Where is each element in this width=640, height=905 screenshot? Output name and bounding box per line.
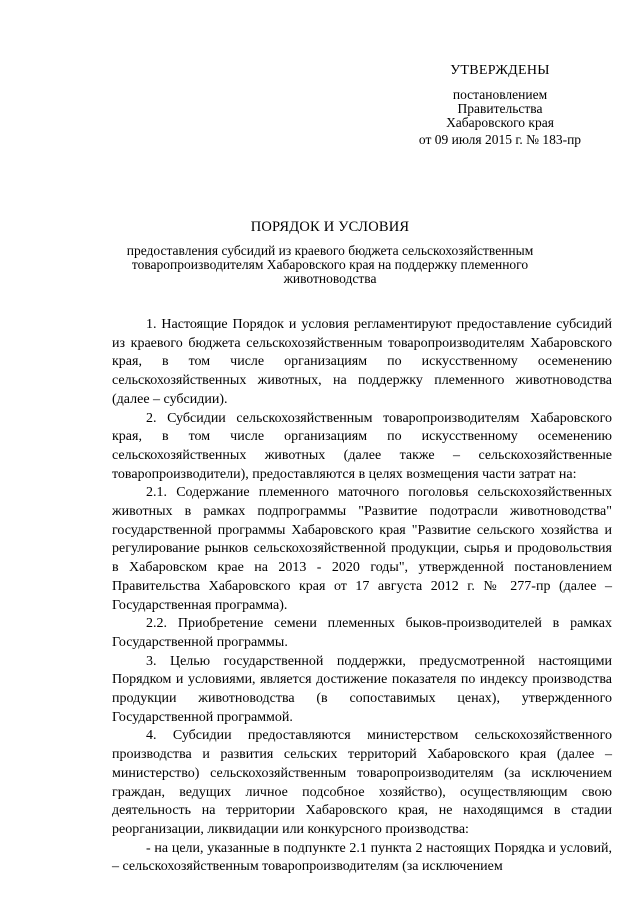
- approval-heading: УТВЕРЖДЕНЫ: [450, 63, 550, 78]
- approval-line: Правительства: [457, 101, 543, 116]
- paragraph-1: 1. Настоящие Порядок и условия регламентируют предоставление субсидий из краевого бюджета сельскохозяйственным товаропроизводителям Хабаровского края, в том числе организациям по искусственному осеменению сельскохозяйственных животных, на поддержку племенного животноводства (далее – субсидии).: [112, 317, 612, 407]
- paragraph-2-2: 2.2. Приобретение семени племенных быков-производителей в рамках Государственной программы.: [112, 616, 612, 650]
- paragraph-4-item: - на цели, указанные в подпункте 2.1 пункта 2 настоящих Порядка и условий, – сельскохозяйственным товаропроизводителям (за исключением: [112, 840, 612, 875]
- paragraph-3: 3. Целью государственной поддержки, предусмотренной настоящими Порядком и условиями, является достижение показателя по индексу производства продукции животноводства (в сопоставимых ценах), утвержденного Государственной программой.: [112, 653, 612, 725]
- document-subtitle: предоставления субсидий из краевого бюджета сельскохозяйственным товаропроизводителям Хабаровского края на поддержку племенного животноводства: [126, 243, 534, 286]
- paragraph-4: 4. Субсидии предоставляются министерством сельскохозяйственного производства и развития сельских территорий Хабаровского края (далее – министерство) сельскохозяйственным товаропроизводителям (за исключением граждан, ведущих личное подсобное хозяйство), осуществляющим свою деятельность на территории Хабаровского края, не находящимся в стадии реорганизации, ликвидации или конкурсного производства:: [112, 728, 612, 837]
- document-body: [112, 316, 612, 877]
- approval-line: Хабаровского края: [446, 115, 554, 130]
- paragraph-2-1: 2.1. Содержание племенного маточного поголовья сельскохозяйственных животных в рамках подпрограммы "Развитие подотрасли животноводства" государственной программы Хабаровского края "Развитие сельского хозяйства и регулирование рынков сельскохозяйственной продукции, сырья и продовольствия в Хабаровском крае на 2013 - 2020 годы", утвержденной постановлением Правительства Хабаровского края от 17 августа 2012 г. № 277-пр (далее – Государственная программа).: [112, 485, 612, 613]
- approval-date: от 09 июля 2015 г. № 183-пр: [418, 132, 582, 147]
- paragraph-2: 2. Субсидии сельскохозяйственным товаропроизводителям Хабаровского края, в том числе организациям по искусственному осеменению сельскохозяйственных животных (далее также – сельскохозяйственные товаропроизводители), предоставляются в целях возмещения части затрат на:: [112, 410, 612, 482]
- approval-block: [380, 64, 620, 147]
- approval-line: постановлением: [452, 87, 548, 102]
- document-title: ПОРЯДОК И УСЛОВИЯ: [250, 219, 410, 235]
